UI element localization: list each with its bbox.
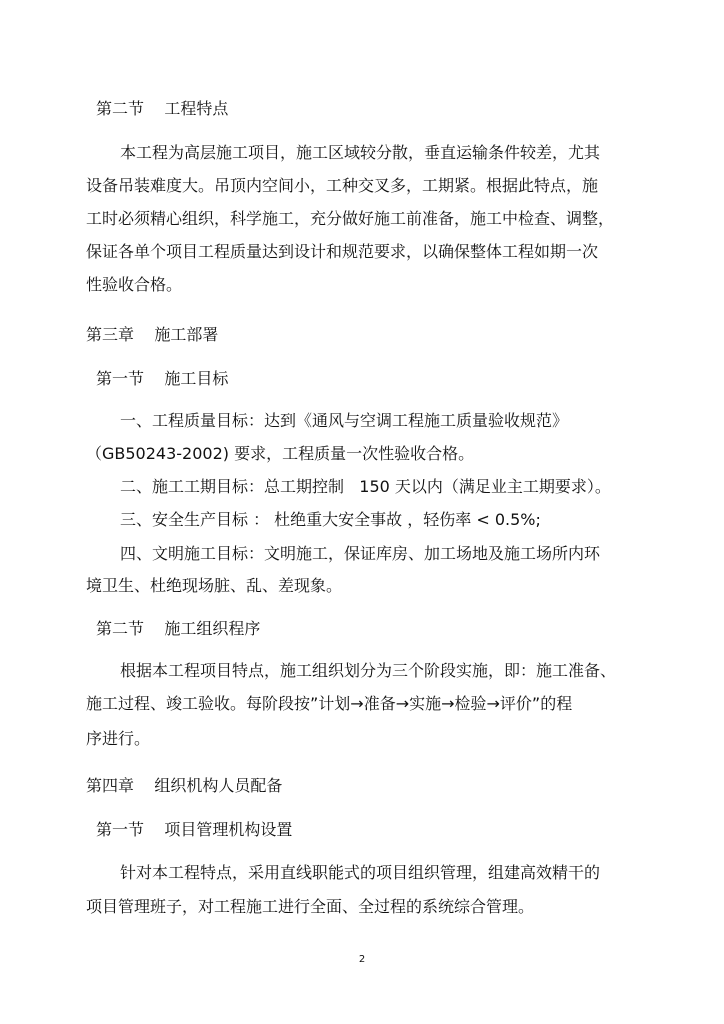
section-heading: 第二节 工程特点 <box>96 99 229 118</box>
paragraph-line: 针对本工程特点，采用直线职能式的项目组织管理，组建高效精干的 <box>120 863 601 882</box>
goal-item: 三、安全生产目标 ： 杜绝重大安全事故 ，轻伤率 < 0.5%; <box>120 510 541 529</box>
page-number: 2 <box>358 954 366 965</box>
paragraph-line: 设备吊装难度大。吊顶内空间小，工种交叉多，工期紧。根据此特点，施 <box>86 176 599 195</box>
paragraph-line: 性验收合格。 <box>86 275 183 294</box>
chapter-heading: 第三章 施工部署 <box>86 325 219 344</box>
paragraph-line: 根据本工程项目特点，施工组织划分为三个阶段实施，即：施工准备、 <box>120 661 617 680</box>
paragraph-line: 工时必须精心组织，科学施工，充分做好施工前准备，施工中检查、调整， <box>86 209 615 228</box>
goal-item: 一、工程质量目标：达到《通风与空调工程施工质量验收规范》 <box>120 411 569 430</box>
goal-item: 四、文明施工目标：文明施工，保证库房、加工场地及施工场所内环 <box>120 544 601 563</box>
section-heading: 第二节 施工组织程序 <box>96 619 261 638</box>
goal-item: 二、施工工期目标：总工期控制 150 天以内（满足业主工期要求）。 <box>120 477 611 496</box>
chapter-heading: 第四章 组织机构人员配备 <box>86 776 283 795</box>
paragraph-line: 序进行。 <box>86 729 151 748</box>
paragraph-line: 项目管理班子，对工程施工进行全面、全过程的系统综合管理。 <box>86 897 535 916</box>
goal-item: （GB50243-2002) 要求，工程质量一次性验收合格。 <box>86 444 475 463</box>
section-heading: 第一节 施工目标 <box>96 369 229 388</box>
paragraph-line: 保证各单个项目工程质量达到设计和规范要求，以确保整体工程如期一次 <box>86 242 599 261</box>
paragraph-line: 本工程为高层施工项目，施工区域较分散，垂直运输条件较差，尤其 <box>120 143 601 162</box>
paragraph-line: 施工过程、竣工验收。每阶段按”计划→准备→实施→检验→评价”的程 <box>86 694 573 713</box>
goal-item: 境卫生、杜绝现场脏、乱、差现象。 <box>86 576 343 595</box>
section-heading: 第一节 项目管理机构设置 <box>96 820 293 839</box>
